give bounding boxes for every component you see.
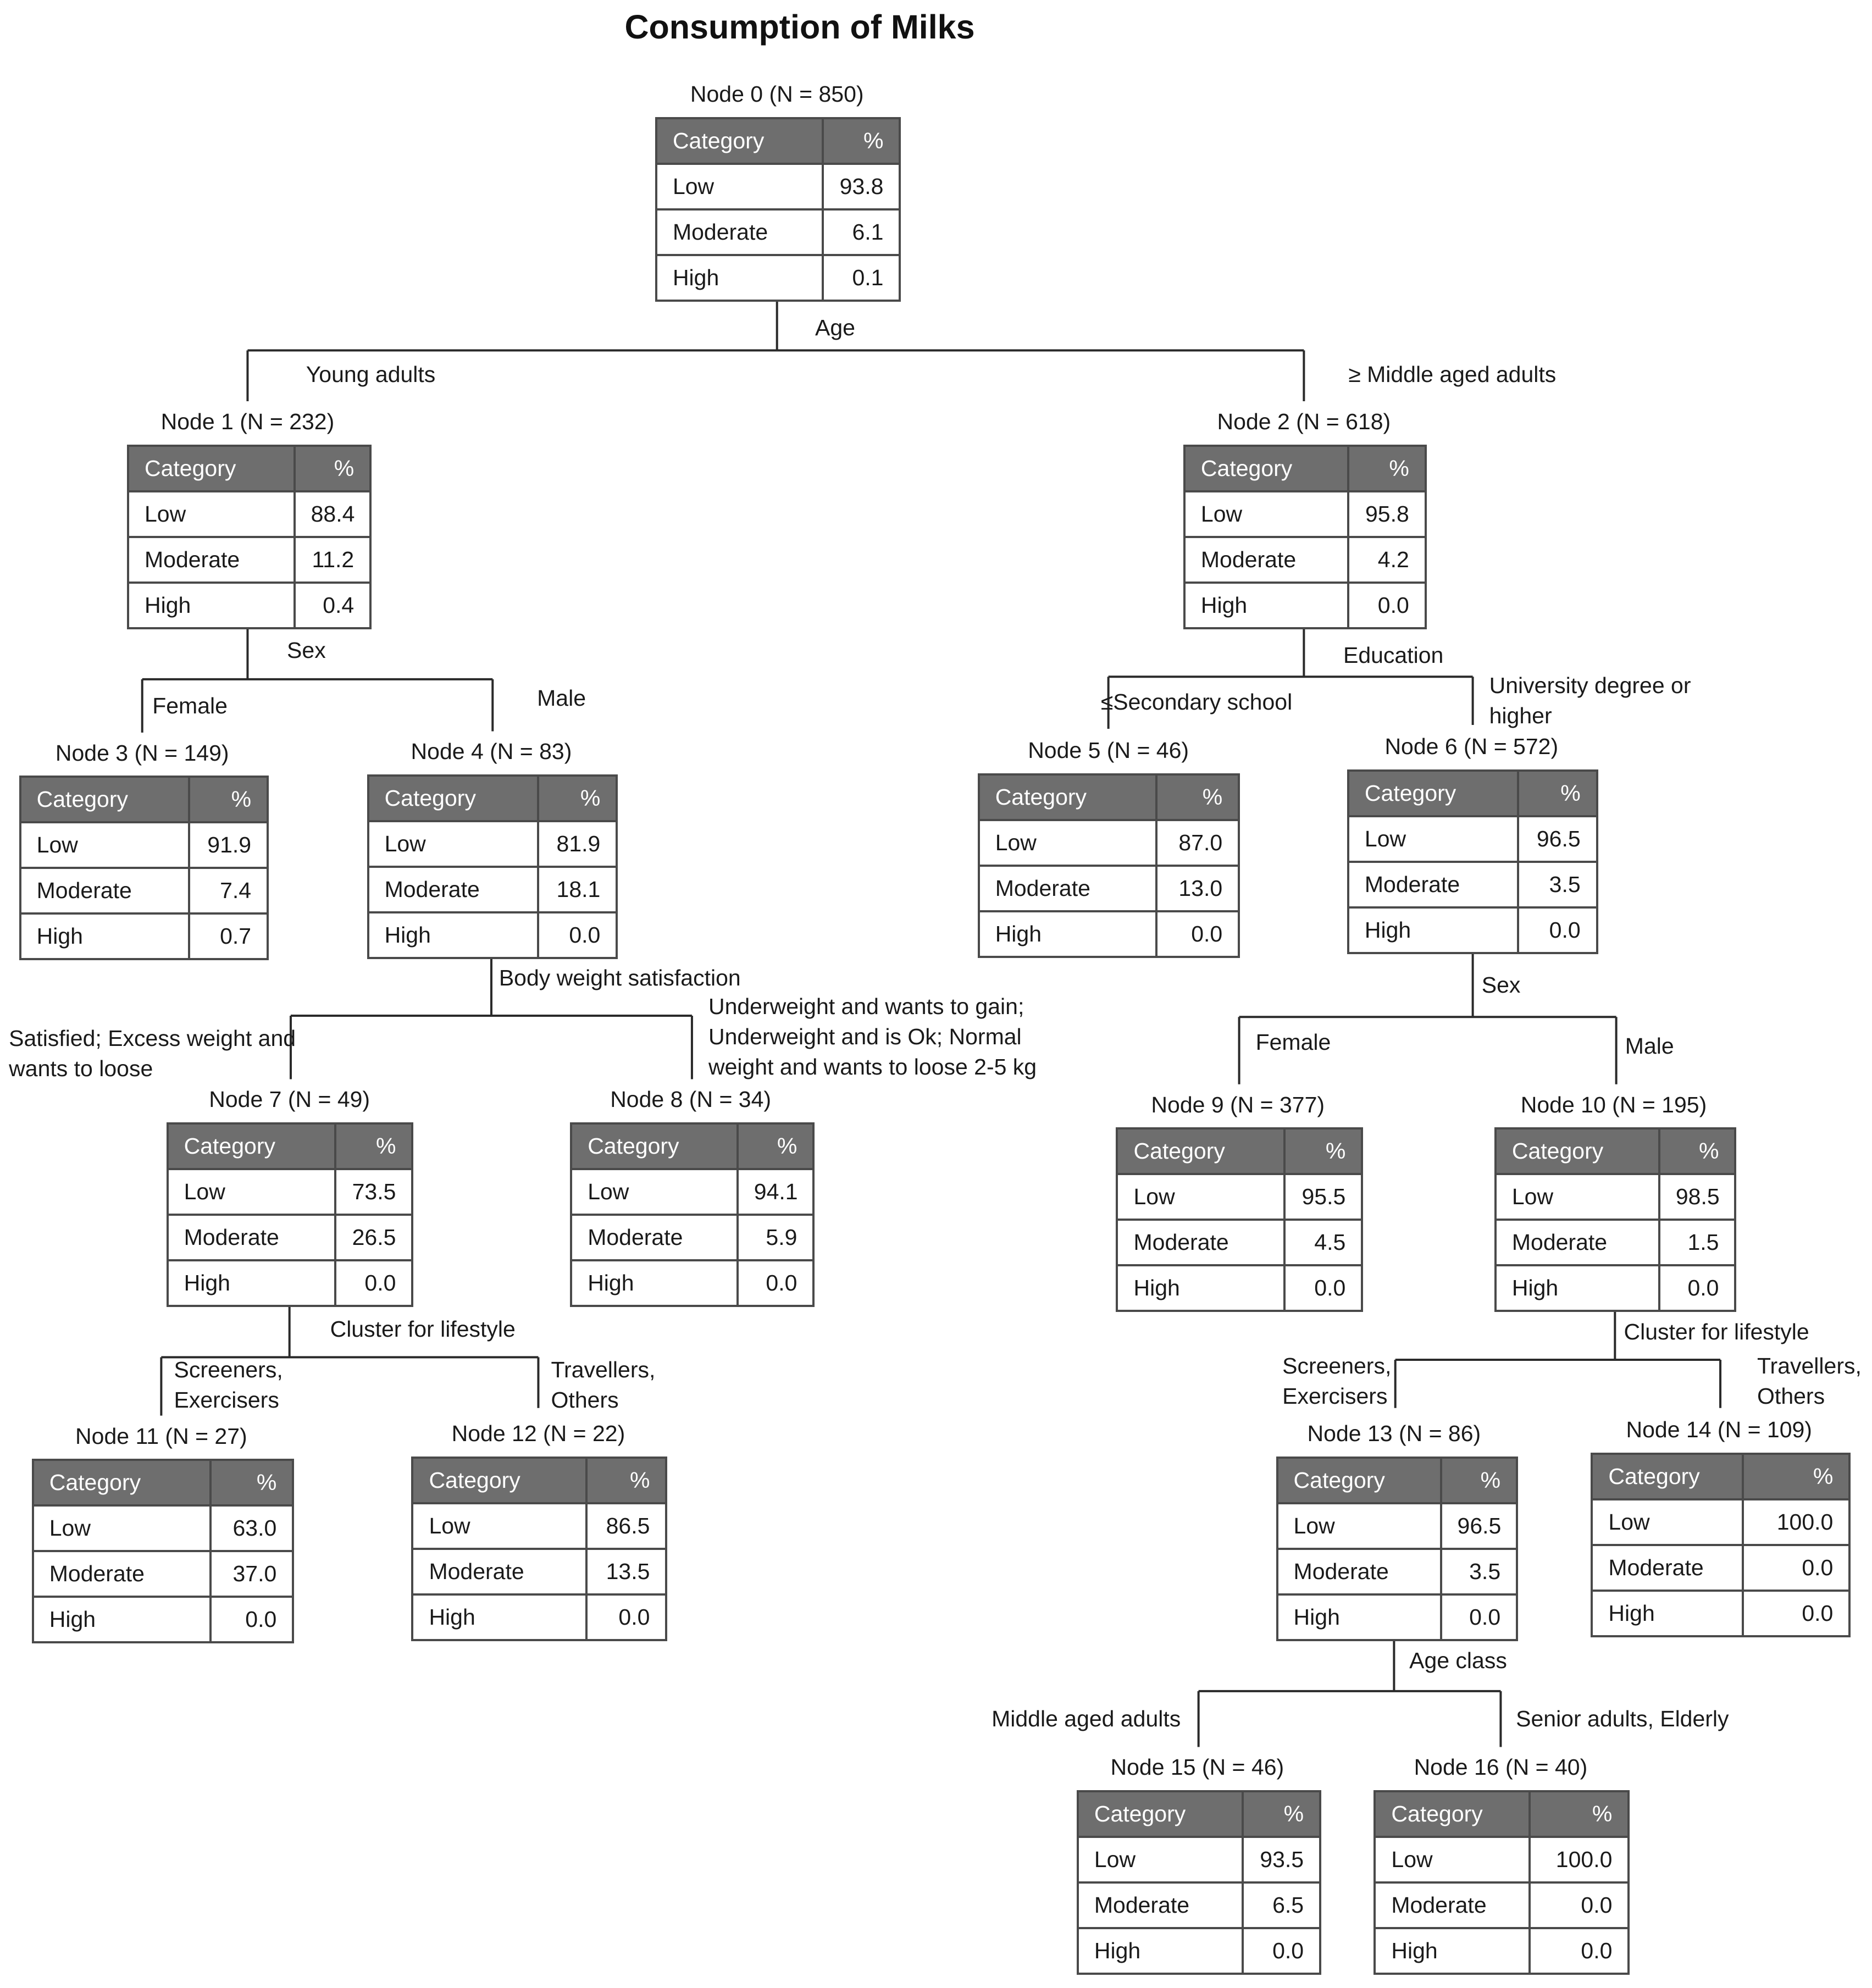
category-cell: High: [33, 1597, 211, 1642]
category-cell: Low: [412, 1503, 586, 1549]
category-column-header: Category: [1348, 771, 1519, 816]
category-cell: Low: [33, 1505, 211, 1551]
percent-cell: 86.5: [586, 1503, 667, 1549]
category-cell: High: [1078, 1928, 1243, 1974]
table-row: [656, 209, 900, 255]
table-row: [1375, 1882, 1629, 1928]
node-16-table: [1373, 1790, 1630, 1975]
percent-column-header: %: [586, 1458, 667, 1503]
node-13-header: Node 13 (N = 86): [1307, 1420, 1481, 1446]
percent-cell: 0.0: [1530, 1882, 1629, 1928]
diagram-title: Consumption of Milks: [624, 8, 975, 46]
percent-column-header: %: [1441, 1458, 1517, 1503]
category-cell: High: [1277, 1594, 1441, 1640]
node-5-header: Node 5 (N = 46): [1028, 738, 1189, 763]
node-3-header: Node 3 (N = 149): [55, 740, 229, 766]
category-cell: High: [1375, 1928, 1530, 1974]
branch-condition-label: Screeners, Exercisers: [1282, 1353, 1392, 1409]
category-cell: High: [128, 583, 295, 628]
category-cell: High: [168, 1260, 335, 1306]
node-12-table: [411, 1457, 667, 1641]
category-cell: Moderate: [1184, 537, 1348, 583]
percent-cell: 87.0: [1156, 820, 1239, 866]
percent-cell: 13.5: [586, 1549, 667, 1594]
category-cell: Moderate: [979, 866, 1156, 911]
category-column-header: Category: [1496, 1128, 1659, 1174]
branch-condition-label: Female: [1255, 1029, 1331, 1055]
category-column-header: Category: [412, 1458, 586, 1503]
split-variable-label: Sex: [287, 637, 326, 663]
node-9-header: Node 9 (N = 377): [1151, 1092, 1325, 1117]
percent-cell: 18.1: [538, 867, 617, 912]
table-row: [168, 1215, 413, 1260]
percent-cell: 0.0: [1530, 1928, 1629, 1974]
percent-column-header: %: [335, 1123, 413, 1169]
category-cell: Moderate: [571, 1215, 738, 1260]
branch-condition-label: Young adults: [306, 361, 436, 387]
table-row: [168, 1260, 413, 1306]
node-3-table: [19, 776, 269, 960]
percent-cell: 4.5: [1284, 1220, 1362, 1265]
category-cell: High: [1184, 583, 1348, 628]
percent-cell: 91.9: [189, 822, 268, 868]
table-row: [1375, 1928, 1629, 1974]
table-row: [1348, 816, 1597, 862]
table-row: [20, 913, 268, 959]
percent-cell: 1.5: [1659, 1220, 1736, 1265]
node-2-header: Node 2 (N = 618): [1217, 408, 1391, 434]
category-cell: Moderate: [1277, 1549, 1441, 1594]
percent-cell: 0.4: [295, 583, 371, 628]
percent-cell: 0.0: [1659, 1265, 1736, 1311]
percent-column-header: %: [823, 118, 900, 164]
percent-cell: 100.0: [1743, 1499, 1849, 1545]
percent-cell: 63.0: [211, 1505, 293, 1551]
node-12-header: Node 12 (N = 22): [451, 1420, 625, 1446]
table-row: [368, 912, 617, 958]
table-row: [1184, 583, 1426, 628]
percent-cell: 0.0: [538, 912, 617, 958]
table-row: [1592, 1545, 1849, 1591]
category-cell: Moderate: [412, 1549, 586, 1594]
table-row: [1078, 1837, 1320, 1882]
split-variable-label: Body weight satisfaction: [499, 965, 741, 990]
category-column-header: Category: [128, 446, 295, 491]
node-7-table: [167, 1122, 414, 1307]
percent-column-header: %: [1659, 1128, 1736, 1174]
node-8-header: Node 8 (N = 34): [610, 1087, 772, 1112]
node-14-table: [1591, 1453, 1851, 1637]
branch-condition-label: Travellers, Others: [551, 1356, 656, 1413]
category-cell: High: [1496, 1265, 1659, 1311]
split-variable-label: Age: [815, 314, 855, 340]
category-cell: High: [1592, 1591, 1743, 1636]
table-row: [1277, 1503, 1517, 1549]
table-row: [368, 867, 617, 912]
node-13-table: [1276, 1457, 1519, 1641]
category-cell: Moderate: [1496, 1220, 1659, 1265]
node-0-table: [655, 117, 901, 302]
category-cell: High: [979, 911, 1156, 957]
category-cell: Low: [1375, 1837, 1530, 1882]
category-column-header: Category: [979, 774, 1156, 820]
table-row: [1078, 1928, 1320, 1974]
percent-cell: 0.0: [1243, 1928, 1320, 1974]
node-7-header: Node 7 (N = 49): [209, 1087, 370, 1112]
branch-condition-label: Male: [537, 685, 586, 711]
split-variable-label: Cluster for lifestyle: [1624, 1319, 1809, 1345]
category-cell: Moderate: [20, 868, 189, 913]
table-row: [1277, 1549, 1517, 1594]
category-cell: Low: [168, 1169, 335, 1215]
category-cell: Moderate: [1117, 1220, 1284, 1265]
percent-cell: 6.5: [1243, 1882, 1320, 1928]
table-row: [1117, 1220, 1362, 1265]
branch-condition-label: Travellers, Others: [1757, 1353, 1862, 1409]
table-row: [571, 1215, 813, 1260]
table-row: [1184, 537, 1426, 583]
percent-cell: 0.0: [335, 1260, 413, 1306]
table-row: [1117, 1265, 1362, 1311]
split-variable-label: Age class: [1409, 1648, 1507, 1674]
table-row: [1375, 1837, 1629, 1882]
percent-column-header: %: [1518, 771, 1597, 816]
percent-cell: 26.5: [335, 1215, 413, 1260]
node-10-header: Node 10 (N = 195): [1520, 1092, 1707, 1117]
table-row: [33, 1505, 293, 1551]
table-row: [368, 821, 617, 867]
category-cell: High: [20, 913, 189, 959]
category-cell: Moderate: [656, 209, 823, 255]
table-row: [168, 1169, 413, 1215]
category-cell: High: [412, 1594, 586, 1640]
table-row: [1078, 1882, 1320, 1928]
category-cell: Low: [571, 1169, 738, 1215]
category-cell: Low: [128, 491, 295, 537]
category-cell: Low: [979, 820, 1156, 866]
percent-cell: 96.5: [1441, 1503, 1517, 1549]
percent-column-header: %: [1743, 1454, 1849, 1499]
branch-condition-label: Satisfied; Excess weight and wants to loose: [9, 1025, 296, 1081]
category-column-header: Category: [1078, 1791, 1243, 1837]
table-row: [1496, 1265, 1736, 1311]
branch-condition-label: Senior adults, Elderly: [1516, 1706, 1729, 1732]
node-9-table: [1116, 1127, 1363, 1312]
percent-column-header: %: [211, 1460, 293, 1505]
split-variable-label: Cluster for lifestyle: [330, 1316, 516, 1342]
category-cell: High: [1117, 1265, 1284, 1311]
percent-cell: 0.0: [1743, 1591, 1849, 1636]
percent-cell: 94.1: [738, 1169, 814, 1215]
table-row: [1277, 1594, 1517, 1640]
table-row: [1592, 1499, 1849, 1545]
category-cell: High: [368, 912, 539, 958]
percent-column-header: %: [538, 776, 617, 821]
percent-cell: 88.4: [295, 491, 371, 537]
table-row: [979, 820, 1239, 866]
percent-cell: 3.5: [1441, 1549, 1517, 1594]
percent-cell: 0.0: [1284, 1265, 1362, 1311]
table-row: [33, 1597, 293, 1642]
category-cell: Low: [368, 821, 539, 867]
percent-cell: 93.5: [1243, 1837, 1320, 1882]
node-4-table: [367, 774, 618, 959]
table-row: [979, 911, 1239, 957]
category-cell: Low: [1348, 816, 1519, 862]
category-cell: Moderate: [1375, 1882, 1530, 1928]
node-16-header: Node 16 (N = 40): [1414, 1754, 1588, 1780]
percent-cell: 0.0: [1743, 1545, 1849, 1591]
node-1-table: [127, 445, 372, 629]
split-variable-label: Education: [1343, 642, 1444, 668]
percent-cell: 93.8: [823, 164, 900, 209]
branch-condition-label: ≥ Middle aged adults: [1348, 361, 1557, 387]
node-11-header: Node 11 (N = 27): [75, 1423, 247, 1449]
branch-condition-label: Female: [152, 693, 228, 718]
node-10-table: [1494, 1127, 1737, 1312]
category-cell: Moderate: [33, 1551, 211, 1597]
percent-column-header: %: [189, 777, 268, 822]
table-row: [20, 822, 268, 868]
table-row: [571, 1260, 813, 1306]
branch-condition-label: ≤Secondary school: [1100, 689, 1293, 715]
category-column-header: Category: [33, 1460, 211, 1505]
percent-column-header: %: [1530, 1791, 1629, 1837]
category-cell: Moderate: [168, 1215, 335, 1260]
table-row: [20, 868, 268, 913]
node-6-header: Node 6 (N = 572): [1384, 734, 1559, 760]
percent-cell: 96.5: [1518, 816, 1597, 862]
category-cell: Low: [1592, 1499, 1743, 1545]
percent-cell: 37.0: [211, 1551, 293, 1597]
category-cell: Low: [656, 164, 823, 209]
percent-column-header: %: [1156, 774, 1239, 820]
node-1-header: Node 1 (N = 232): [160, 408, 335, 434]
category-cell: Low: [20, 822, 189, 868]
category-cell: Low: [1184, 491, 1348, 537]
node-15-table: [1077, 1790, 1321, 1975]
branch-condition-label: Underweight and wants to gain; Underweight and is Ok; Normal weight and wants to loose 2-5 kg: [708, 994, 1037, 1080]
category-cell: High: [571, 1260, 738, 1306]
branch-condition-label: Male: [1625, 1033, 1674, 1059]
table-row: [1496, 1174, 1736, 1220]
percent-cell: 73.5: [335, 1169, 413, 1215]
percent-column-header: %: [1348, 446, 1426, 491]
node-6-table: [1347, 769, 1598, 954]
category-column-header: Category: [1277, 1458, 1441, 1503]
percent-cell: 5.9: [738, 1215, 814, 1260]
percent-column-header: %: [738, 1123, 814, 1169]
category-cell: Low: [1117, 1174, 1284, 1220]
table-row: [656, 164, 900, 209]
category-column-header: Category: [1592, 1454, 1743, 1499]
category-cell: Moderate: [1592, 1545, 1743, 1591]
percent-cell: 6.1: [823, 209, 900, 255]
percent-cell: 0.1: [823, 255, 900, 301]
percent-cell: 4.2: [1348, 537, 1426, 583]
table-row: [1184, 491, 1426, 537]
category-column-header: Category: [168, 1123, 335, 1169]
percent-cell: 0.0: [1156, 911, 1239, 957]
percent-cell: 95.5: [1284, 1174, 1362, 1220]
node-15-header: Node 15 (N = 46): [1110, 1754, 1284, 1780]
percent-cell: 0.0: [586, 1594, 667, 1640]
table-row: [412, 1594, 666, 1640]
percent-column-header: %: [295, 446, 371, 491]
percent-cell: 81.9: [538, 821, 617, 867]
category-cell: Low: [1277, 1503, 1441, 1549]
percent-cell: 0.0: [1518, 907, 1597, 953]
table-row: [656, 255, 900, 301]
category-column-header: Category: [20, 777, 189, 822]
node-14-header: Node 14 (N = 109): [1626, 1416, 1812, 1442]
percent-cell: 0.0: [211, 1597, 293, 1642]
category-cell: Moderate: [1348, 862, 1519, 907]
table-row: [1117, 1174, 1362, 1220]
table-row: [1592, 1591, 1849, 1636]
table-row: [571, 1169, 813, 1215]
table-row: [128, 583, 370, 628]
percent-cell: 0.0: [1348, 583, 1426, 628]
table-row: [1348, 862, 1597, 907]
node-2-table: [1183, 445, 1427, 629]
table-row: [1496, 1220, 1736, 1265]
node-11-table: [32, 1459, 295, 1643]
category-cell: Low: [1078, 1837, 1243, 1882]
node-5-table: [978, 773, 1240, 958]
node-4-header: Node 4 (N = 83): [411, 739, 572, 765]
percent-cell: 13.0: [1156, 866, 1239, 911]
table-row: [979, 866, 1239, 911]
category-cell: Low: [1496, 1174, 1659, 1220]
percent-cell: 100.0: [1530, 1837, 1629, 1882]
branch-condition-label: Middle aged adults: [992, 1706, 1181, 1732]
category-column-header: Category: [1184, 446, 1348, 491]
branch-condition-label: University degree or higher: [1489, 672, 1691, 728]
percent-cell: 0.7: [189, 913, 268, 959]
category-column-header: Category: [1375, 1791, 1530, 1837]
percent-cell: 11.2: [295, 537, 371, 583]
percent-cell: 95.8: [1348, 491, 1426, 537]
percent-column-header: %: [1243, 1791, 1320, 1837]
percent-cell: 3.5: [1518, 862, 1597, 907]
percent-cell: 0.0: [1441, 1594, 1517, 1640]
node-8-table: [570, 1122, 815, 1307]
category-cell: Moderate: [128, 537, 295, 583]
category-cell: High: [1348, 907, 1519, 953]
split-variable-label: Sex: [1481, 972, 1521, 998]
percent-cell: 7.4: [189, 868, 268, 913]
table-row: [1348, 907, 1597, 953]
table-row: [412, 1549, 666, 1594]
category-column-header: Category: [368, 776, 539, 821]
table-row: [412, 1503, 666, 1549]
category-cell: Moderate: [1078, 1882, 1243, 1928]
category-cell: Moderate: [368, 867, 539, 912]
table-row: [128, 491, 370, 537]
table-row: [128, 537, 370, 583]
table-row: [33, 1551, 293, 1597]
percent-cell: 0.0: [738, 1260, 814, 1306]
category-column-header: Category: [656, 118, 823, 164]
percent-column-header: %: [1284, 1128, 1362, 1174]
category-column-header: Category: [571, 1123, 738, 1169]
node-0-header: Node 0 (N = 850): [690, 81, 864, 107]
percent-cell: 98.5: [1659, 1174, 1736, 1220]
category-cell: High: [656, 255, 823, 301]
branch-condition-label: Screeners, Exercisers: [174, 1356, 283, 1413]
category-column-header: Category: [1117, 1128, 1284, 1174]
